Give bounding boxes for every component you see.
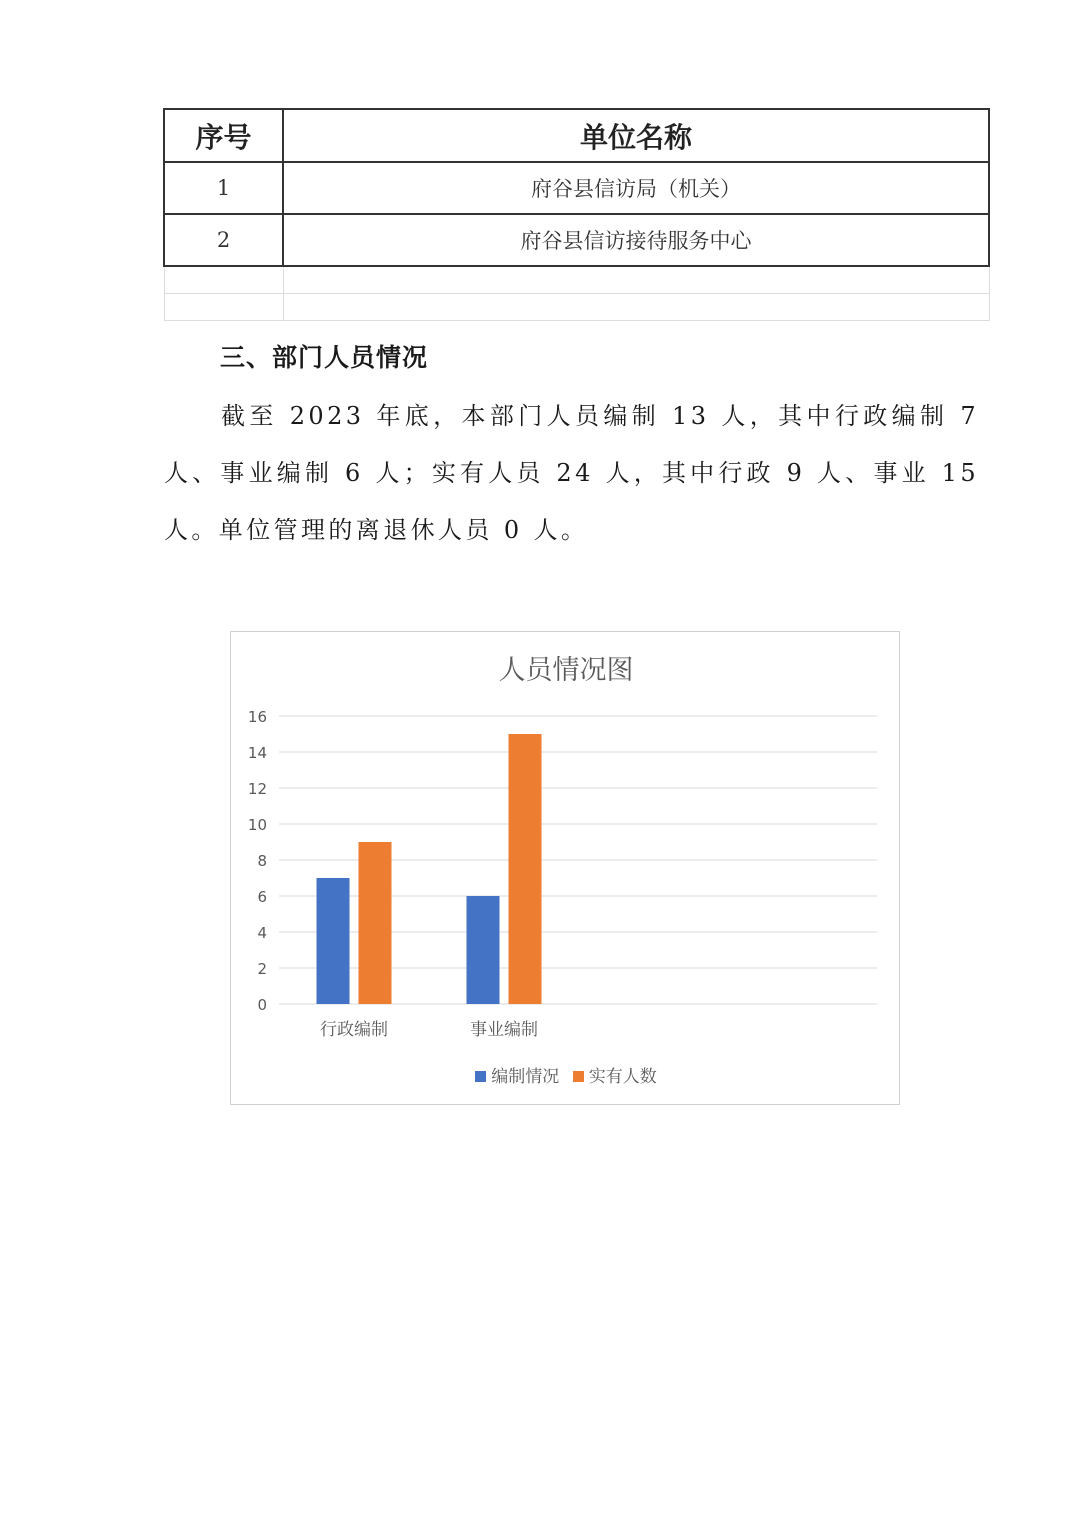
table-header-row xyxy=(164,109,989,162)
row-index: 1 xyxy=(164,162,283,214)
x-tick-label: 行政编制 xyxy=(320,1020,388,1040)
empty-row xyxy=(164,266,989,294)
row-unit-name: 府谷县信访局（机关） xyxy=(283,162,989,214)
y-tick-label: 2 xyxy=(257,960,267,978)
legend-swatch xyxy=(573,1071,584,1082)
y-tick-label: 8 xyxy=(257,852,267,870)
y-tick-label: 10 xyxy=(247,816,267,834)
staffing-chart xyxy=(230,631,900,1105)
table-row xyxy=(164,162,989,214)
empty-cell xyxy=(283,266,989,294)
table-row xyxy=(164,214,989,266)
y-tick-label: 6 xyxy=(257,888,267,906)
column-header-unit-name: 单位名称 xyxy=(283,109,989,162)
y-tick-label: 14 xyxy=(247,744,267,762)
empty-cell xyxy=(164,266,283,294)
chart-legend xyxy=(231,1062,901,1087)
legend-label: 编制情况 xyxy=(491,1067,560,1087)
bar xyxy=(509,734,542,1004)
row-index: 2 xyxy=(164,214,283,266)
chart-title: 人员情况图 xyxy=(498,655,634,686)
legend-label: 实有人数 xyxy=(588,1067,657,1087)
unit-table xyxy=(163,108,990,321)
legend-swatch xyxy=(475,1071,486,1082)
legend-item-actual-count xyxy=(573,1062,657,1087)
legend-item-staff-quota xyxy=(475,1062,559,1087)
empty-cell xyxy=(283,294,989,321)
empty-cell xyxy=(164,294,283,321)
section-heading: 三、部门人员情况 xyxy=(220,343,429,372)
row-unit-name: 府谷县信访接待服务中心 xyxy=(283,214,989,266)
staffing-paragraph: 截至 2023 年底，本部门人员编制 13 人，其中行政编制 7 人、事业编制 6 人；实有人员 24 人，其中行政 9 人、事业 15 人。单位管理的离退休人员 0 人。 xyxy=(164,402,979,544)
y-tick-label: 0 xyxy=(257,996,267,1014)
y-tick-label: 16 xyxy=(247,708,267,726)
bar xyxy=(359,842,392,1004)
column-header-index: 序号 xyxy=(164,109,283,162)
y-tick-label: 12 xyxy=(247,780,267,798)
y-tick-label: 4 xyxy=(257,924,267,942)
x-tick-label: 事业编制 xyxy=(470,1020,538,1040)
bar xyxy=(467,896,500,1004)
bar xyxy=(317,878,350,1004)
empty-row xyxy=(164,294,989,321)
chart-canvas xyxy=(231,632,901,1106)
